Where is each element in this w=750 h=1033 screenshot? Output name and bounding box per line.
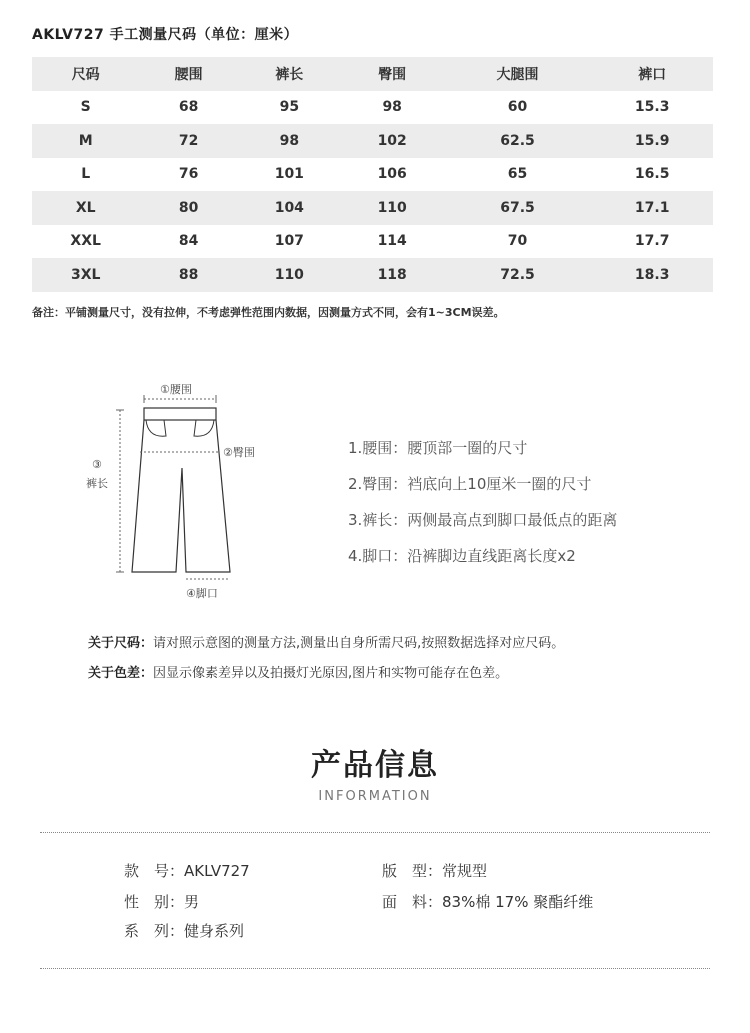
style-number-value: AKLV727 — [184, 862, 250, 880]
table-cell: 15.9 — [634, 132, 670, 149]
table-cell: 72.5 — [500, 266, 535, 283]
measurement-note: 备注：平铺测量尺寸，没有拉伸，不考虑弹性范围内数据，因测量方式不同，会有1~3CM误差。 — [32, 306, 505, 319]
table-cell: 15.3 — [634, 99, 670, 116]
col-header: 裤口 — [638, 66, 667, 83]
fit-row — [382, 860, 487, 881]
table-cell: 98 — [279, 132, 300, 149]
pants-diagram — [80, 372, 280, 602]
table-cell: 110 — [274, 266, 304, 283]
table-cell: 84 — [178, 233, 199, 250]
gender-row — [124, 891, 199, 912]
col-header: 大腿围 — [496, 66, 539, 83]
definition-item: 2.臀围：裆底向上10厘米一圈的尺寸 — [348, 475, 592, 493]
hem-label: ④脚口 — [186, 587, 218, 600]
page-title: AKLV727 手工测量尺码（单位：厘米） — [32, 27, 299, 43]
table-cell: 68 — [178, 99, 199, 116]
table-cell: L — [81, 166, 91, 183]
series-row — [124, 920, 244, 941]
table-row — [32, 225, 713, 259]
fabric-row — [382, 891, 593, 912]
about-color-title: 关于色差： — [88, 666, 154, 681]
table-row — [32, 191, 713, 225]
series-value: 健身系列 — [184, 922, 245, 940]
length-num: ③ — [92, 458, 102, 471]
table-cell: XL — [75, 199, 96, 216]
table-cell: S — [80, 99, 91, 116]
table-row — [32, 258, 713, 292]
table-cell: 17.1 — [634, 199, 670, 216]
table-cell: 114 — [377, 233, 407, 250]
about-size-title: 关于尺码： — [88, 636, 154, 651]
table-cell: 95 — [279, 99, 300, 116]
table-cell: M — [78, 132, 93, 149]
table-header-row — [32, 57, 713, 91]
table-cell: 76 — [178, 166, 199, 183]
table-cell: 88 — [178, 266, 199, 283]
table-row — [32, 124, 713, 158]
pants-outline-icon — [80, 372, 280, 602]
table-cell: 102 — [377, 132, 407, 149]
style-number-row — [124, 860, 250, 881]
table-cell: 70 — [507, 233, 528, 250]
table-cell: 118 — [377, 266, 407, 283]
col-header: 臀围 — [378, 66, 407, 83]
about-size-text: 请对照示意图的测量方法,测量出自身所需尺码,按照数据选择对应尺码。 — [153, 636, 565, 651]
table-cell: 104 — [274, 199, 304, 216]
about-color — [88, 662, 508, 681]
table-row — [32, 91, 713, 125]
table-cell: 65 — [507, 166, 528, 183]
table-cell: 72 — [178, 132, 199, 149]
divider — [40, 968, 710, 969]
table-cell: 67.5 — [500, 199, 535, 216]
table-row — [32, 158, 713, 192]
waist-label: ①腰围 — [160, 383, 192, 396]
product-info-title: 产品信息 — [311, 748, 439, 783]
table-cell: 16.5 — [634, 166, 670, 183]
product-info-subtitle: INFORMATION — [318, 789, 432, 804]
series-key: 系 列： — [124, 922, 185, 940]
table-cell: 98 — [382, 99, 402, 116]
divider — [40, 832, 710, 833]
col-header: 裤长 — [275, 66, 304, 83]
fit-value: 常规型 — [442, 862, 488, 880]
col-header: 尺码 — [71, 66, 100, 83]
definition-item: 3.裤长：两侧最高点到脚口最低点的距离 — [348, 511, 618, 529]
length-label: 裤长 — [86, 477, 108, 490]
table-cell: 80 — [178, 199, 199, 216]
gender-key: 性 别： — [124, 893, 185, 911]
hip-label: ②臀围 — [223, 446, 255, 459]
table-cell: 110 — [377, 199, 407, 216]
about-color-text: 因显示像素差异以及拍摄灯光原因,图片和实物可能存在色差。 — [153, 666, 509, 681]
table-cell: 101 — [274, 166, 304, 183]
table-cell: 107 — [274, 233, 304, 250]
table-cell: 60 — [507, 99, 528, 116]
col-header: 腰围 — [174, 66, 203, 83]
fabric-key: 面 料： — [382, 893, 443, 911]
definition-item: 4.脚口：沿裤脚边直线距离长度x2 — [348, 547, 576, 565]
about-size — [88, 632, 564, 651]
table-cell: 3XL — [70, 266, 101, 283]
table-cell: 17.7 — [634, 233, 670, 250]
table-cell: 18.3 — [634, 266, 670, 283]
fabric-value: 83%棉 17% 聚酯纤维 — [442, 893, 594, 911]
style-number-key: 款 号： — [124, 862, 185, 880]
table-cell: 62.5 — [500, 132, 535, 149]
measurement-definitions — [348, 436, 617, 580]
table-cell: 106 — [377, 166, 407, 183]
definition-item: 1.腰围：腰顶部一圈的尺寸 — [348, 439, 528, 457]
fit-key: 版 型： — [382, 862, 443, 880]
size-table — [32, 57, 713, 292]
table-cell: XXL — [70, 233, 101, 250]
gender-value: 男 — [184, 893, 200, 911]
